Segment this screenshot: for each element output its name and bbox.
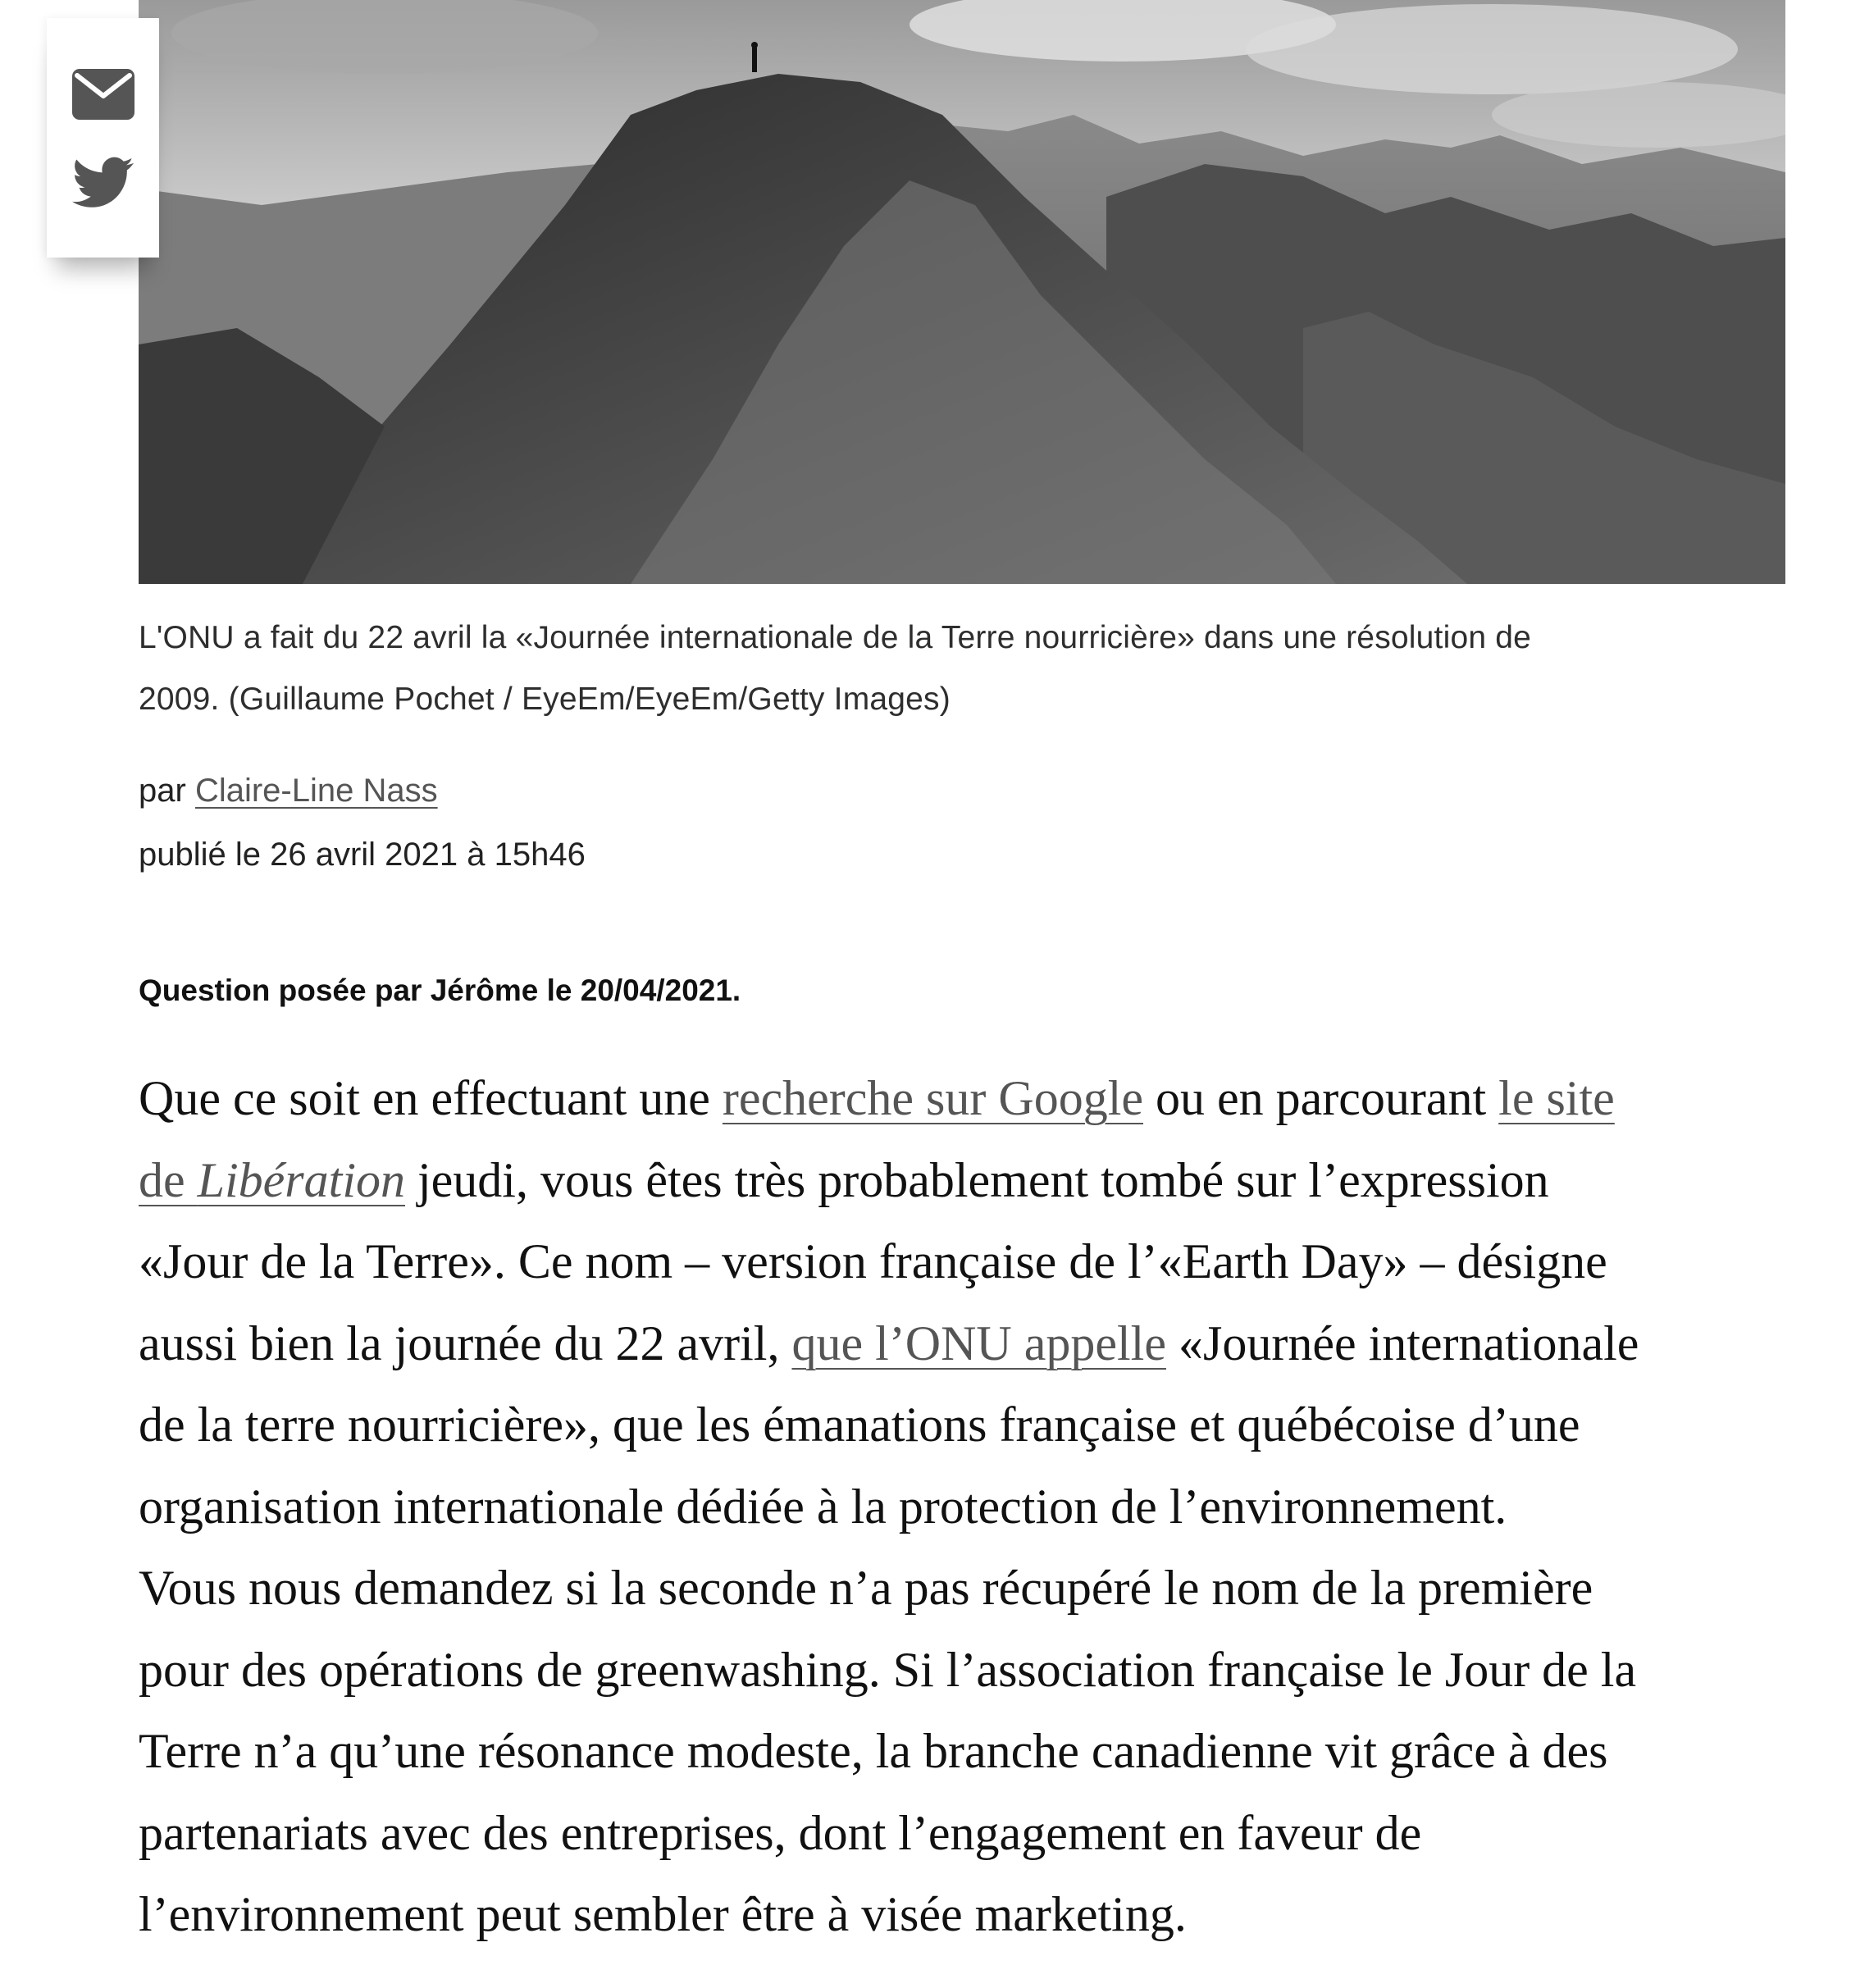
question-line: Question posée par Jérôme le 20/04/2021.	[139, 973, 741, 1007]
share-bar	[47, 18, 159, 258]
body-line: partenariats avec des entreprises, dont l’engagement en faveur de	[139, 1805, 1422, 1860]
body-text: ou en parcourant	[1143, 1071, 1499, 1125]
twitter-icon	[72, 157, 134, 209]
body-line: Vous nous demandez si la seconde n’a pas récupéré le nom de la première	[139, 1561, 1593, 1615]
body-text: jeudi, vous êtes très probablement tombé sur l’expression	[405, 1152, 1549, 1207]
mail-icon	[72, 69, 134, 120]
hero-image	[139, 0, 1785, 584]
body-text: Que ce soit en effectuant une	[139, 1071, 723, 1125]
byline	[139, 768, 438, 814]
body-line	[139, 1140, 1791, 1222]
share-twitter-button[interactable]	[70, 149, 137, 217]
author-link[interactable]: Claire-Line Nass	[194, 773, 438, 809]
caption-line-2: 2009. (Guillaume Pochet / EyeEm/EyeEm/Getty Images)	[139, 682, 951, 717]
body-line: de la terre nourricière», que les émanations française et québécoise d’une	[139, 1398, 1580, 1452]
link-liberation-site-cont[interactable]	[139, 1153, 405, 1207]
body-line: pour des opérations de greenwashing. Si l’association française le Jour de la	[139, 1642, 1637, 1697]
caption-line-1: L'ONU a fait du 22 avril la «Journée internationale de la Terre nourricière» dans une résolution de	[139, 620, 1532, 655]
link-text-italic: Libération	[197, 1152, 405, 1207]
publish-date: publié le 26 avril 2021 à 15h46	[139, 837, 586, 873]
body-line	[139, 1303, 1791, 1385]
byline-prefix: par	[139, 773, 186, 809]
image-caption	[139, 607, 1791, 730]
body-text: aussi bien la journée du 22 avril,	[139, 1315, 792, 1370]
link-onu[interactable]: que l’ONU appelle	[791, 1315, 1166, 1370]
link-text: de	[139, 1152, 198, 1207]
body-line: Terre n’a qu’une résonance modeste, la branche canadienne vit grâce à des	[139, 1724, 1608, 1778]
link-liberation-site[interactable]: le site	[1498, 1071, 1615, 1125]
body-line: «Jour de la Terre». Ce nom – version française de l’«Earth Day» – désigne	[139, 1234, 1607, 1288]
link-google-search[interactable]: recherche sur Google	[722, 1071, 1143, 1125]
article-body	[139, 1058, 1791, 1956]
body-line: l’environnement peut sembler être à visée marketing.	[139, 1887, 1187, 1941]
share-mail-button[interactable]	[70, 61, 137, 128]
body-text: «Journée internationale	[1165, 1315, 1639, 1370]
body-line	[139, 1058, 1791, 1140]
body-line: organisation internationale dédiée à la protection de l’environnement.	[139, 1479, 1507, 1534]
